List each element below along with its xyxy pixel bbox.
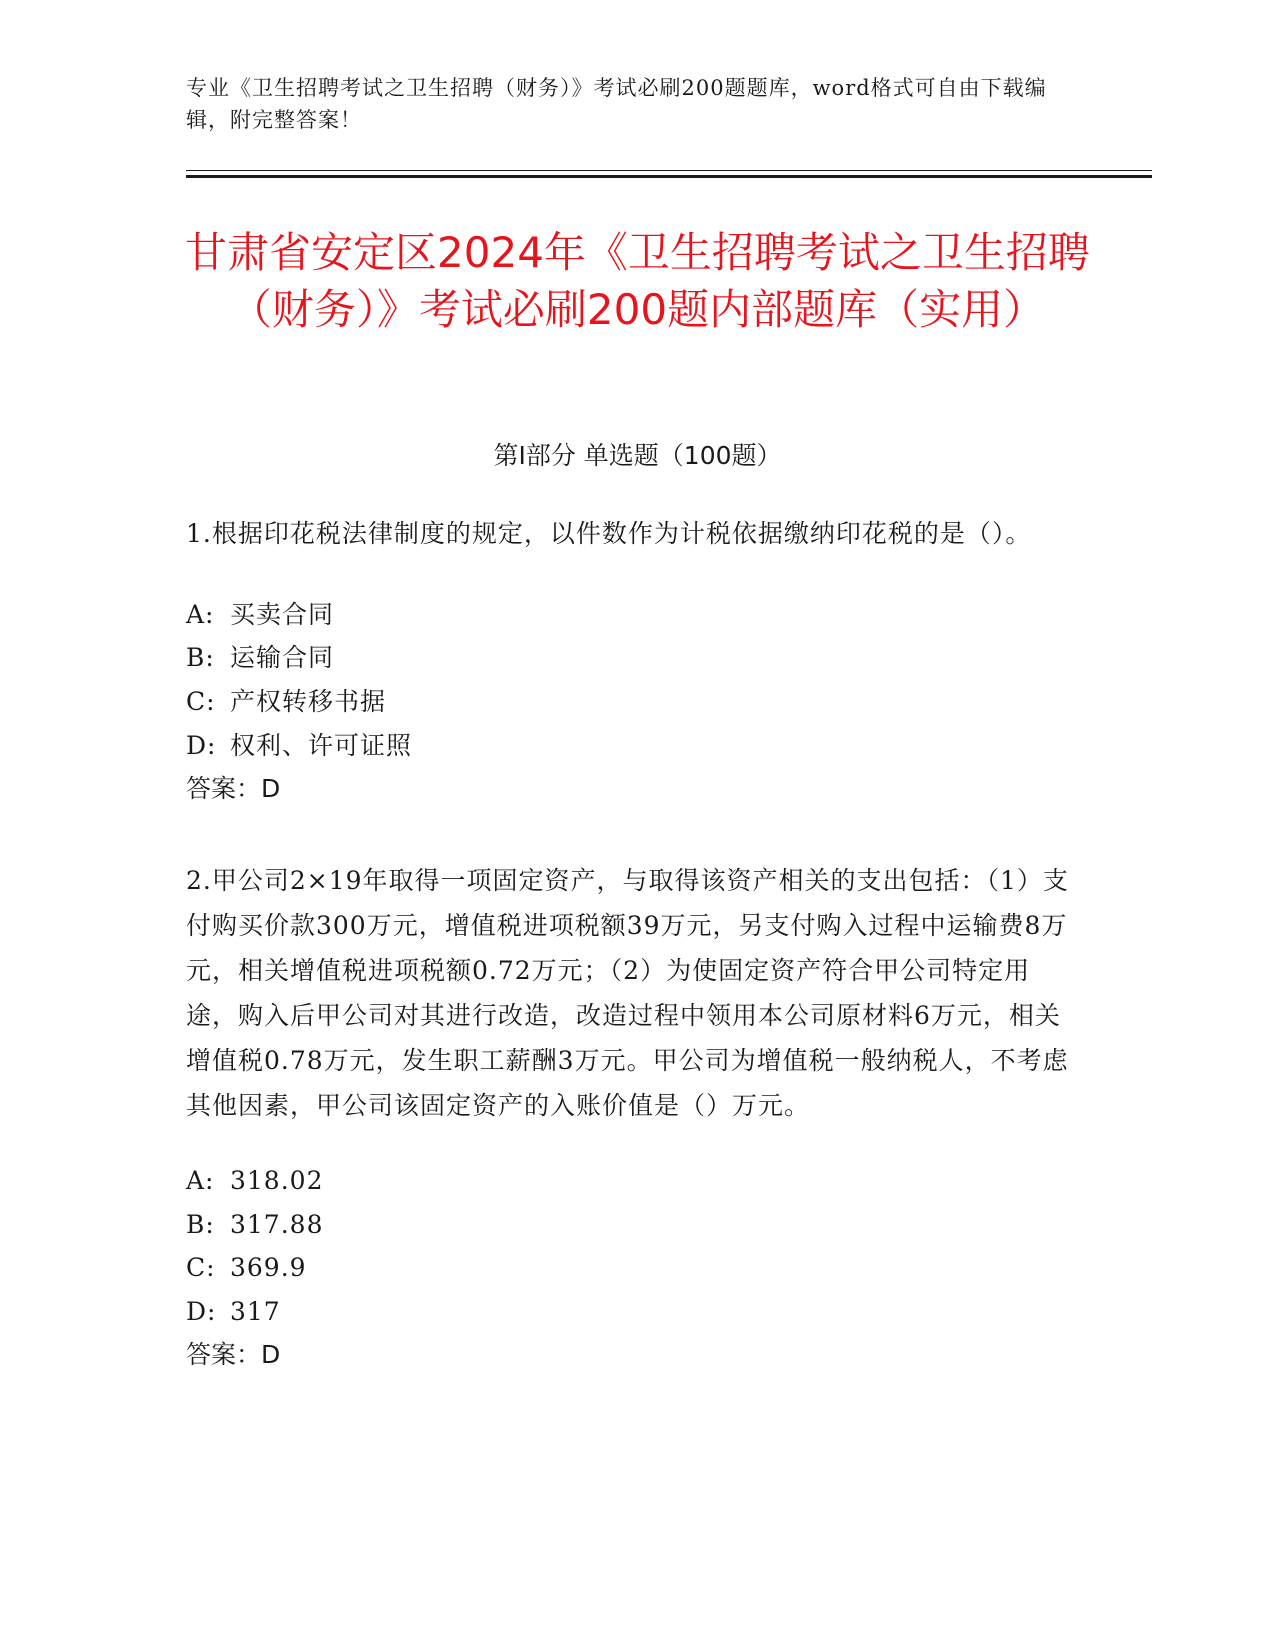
option-text: 318.02	[230, 1166, 324, 1195]
option-text: 产权转移书据	[230, 687, 387, 716]
question-1-option-b	[186, 640, 1076, 676]
question-1-option-a	[186, 597, 1076, 633]
question-2-option-b	[186, 1207, 1076, 1243]
option-tag: A:	[186, 600, 215, 629]
question-1-option-c	[186, 684, 1076, 720]
question-2-option-d	[186, 1294, 1076, 1330]
option-text: 317	[230, 1297, 281, 1326]
option-text: 369.9	[230, 1253, 307, 1282]
question-2-option-a	[186, 1163, 1076, 1199]
header-rule-thin	[186, 170, 1152, 171]
option-text: 权利、许可证照	[230, 731, 413, 760]
option-tag: C:	[186, 687, 216, 716]
option-tag: B:	[186, 643, 215, 672]
header-note: 专业《卫生招聘考试之卫生招聘（财务）》考试必刷200题题库，word格式可自由下载编辑，附完整答案！	[186, 76, 1047, 132]
question-2-answer: 答案：D	[186, 1340, 281, 1369]
question-1-answer: 答案：D	[186, 774, 281, 803]
question-2-stem: 2.甲公司2×19年取得一项固定资产，与取得该资产相关的支出包括：（1）支付购买价款300万元，增值税进项税额39万元，另支付购入过程中运输费8万元，相关增值税进项税额0.72万元；（2）为使固定资产符合甲公司特定用途，购入后甲公司对其进行改造，改造过程中领用本公司原材料6万元，相关增值税0.78万元，发生职工薪酬3万元。甲公司为增值税一般纳税人，不考虑其他因素，甲公司该固定资产的入账价值是（）万元。	[186, 866, 1069, 1120]
question-1-stem: 1.根据印花税法律制度的规定，以件数作为计税依据缴纳印花税的是（）。	[186, 519, 1032, 548]
question-2-option-c	[186, 1250, 1076, 1286]
option-text: 运输合同	[230, 643, 335, 672]
question-1-option-d	[186, 728, 1076, 764]
option-tag: C:	[186, 1253, 216, 1282]
option-tag: A:	[186, 1166, 215, 1195]
option-tag: D:	[186, 1297, 217, 1326]
document-title: 甘肃省安定区2024年《卫生招聘考试之卫生招聘（财务）》考试必刷200题内部题库（实用）	[185, 228, 1090, 334]
option-tag: B:	[186, 1210, 215, 1239]
section-heading: 第I部分 单选题（100题）	[493, 441, 782, 470]
option-tag: D:	[186, 731, 217, 760]
option-text: 买卖合同	[230, 600, 335, 629]
option-text: 317.88	[230, 1210, 324, 1239]
header-rule-thick	[186, 175, 1152, 178]
